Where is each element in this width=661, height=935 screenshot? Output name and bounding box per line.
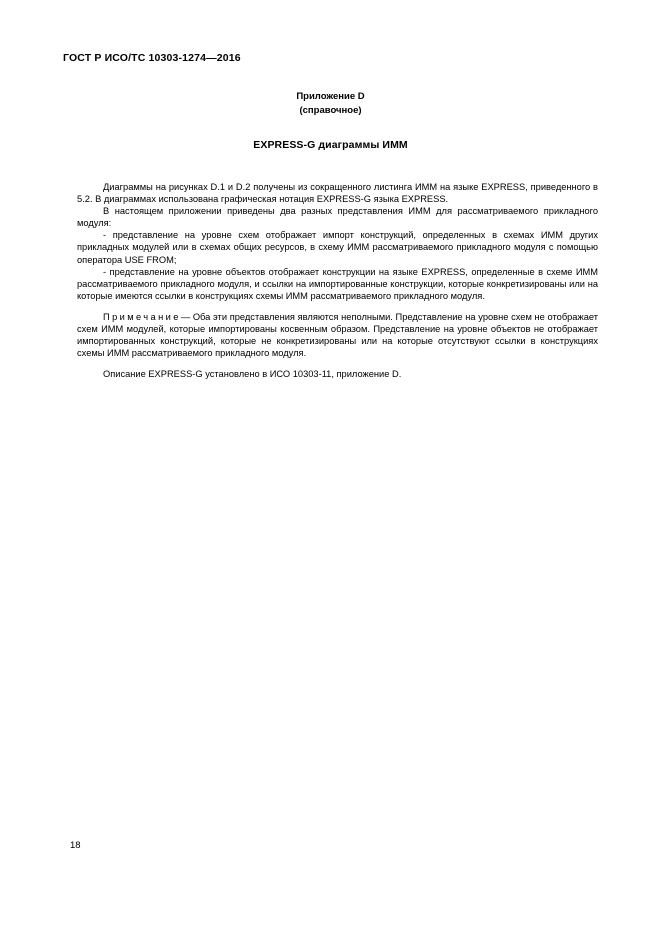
annex-label: Приложение D <box>296 91 365 102</box>
list-item-schema-level: - представление на уровне схем отображает импорт конструкций, определенных в схемах ИММ других прикладных модулей или в схемах общих ресурсов, в схему ИММ рассматриваемого прикладного модуля с помощью оператора USE FROM; <box>77 230 598 265</box>
note-text: Оба эти представления являются неполными. Представление на уровне схем не отображает схем ИММ модулей, которые импортированы косвенным образом. Представление на уровне объектов не отображает импортированных конструкций, которые не конкретизированы или на которые отсутствуют ссылки в конструкциях схемы ИММ рассматриваемого прикладного модуля. <box>77 311 598 359</box>
paragraph-intro: Диаграммы на рисунках D.1 и D.2 получены из сокращенного листинга ИММ на языке EXPRESS, приведенного в 5.2. В диаграммах использована графическая нотация EXPRESS-G языка EXPRESS. <box>77 182 598 205</box>
annex-status: (справочное) <box>299 104 362 116</box>
note-dash: — <box>180 311 191 322</box>
paragraph-express-g-reference: Описание EXPRESS-G установлено в ИСО 10303-11, приложение D. <box>103 369 402 380</box>
annex-heading-block <box>0 90 661 117</box>
body-text <box>77 181 598 380</box>
paragraph-representations-lead: В настоящем приложении приведены два разных представления ИММ для рассматриваемого прикладного модуля: <box>77 206 598 229</box>
page-title: EXPRESS-G диаграммы ИММ <box>253 139 408 151</box>
list-item-object-level: - представление на уровне объектов отображает конструкции на языке EXPRESS, определенные в схеме ИММ рассматриваемого прикладного модуля, и ссылки на импортированные конструкции, которые конкретизированы или на которые имеются ссылки в конструкциях схемы ИММ рассматриваемого прикладного модуля. <box>77 266 598 301</box>
note-label: Примечание <box>103 311 181 322</box>
page-number: 18 <box>70 840 81 851</box>
running-header: ГОСТ Р ИСО/ТС 10303-1274—2016 <box>63 52 241 64</box>
note-paragraph <box>77 311 598 359</box>
